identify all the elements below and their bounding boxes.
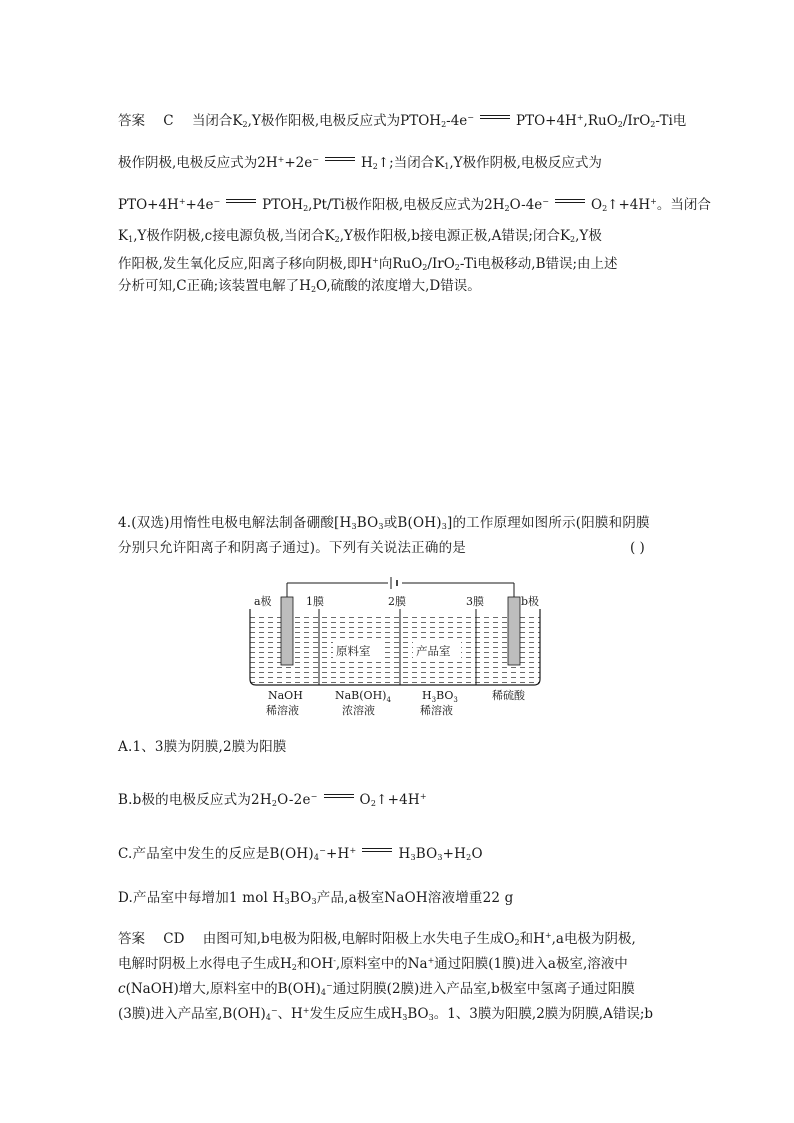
electrode-a [281,597,293,665]
sub: 3 [378,522,384,531]
option-d [118,888,514,912]
text: PTO+4H [118,197,179,213]
answer-choice: C [163,113,174,129]
sub: 3 [441,522,447,531]
text: O [471,846,483,862]
text: /IrO [622,113,651,129]
sub: 3 [428,1013,434,1022]
text: 极作阴极,电极反应式为2H [118,155,278,171]
answer2-line-4 [118,1001,653,1028]
sup: − [319,846,327,855]
sub: 4 [313,853,320,862]
text: BO [436,689,454,702]
sub: 2 [466,853,472,862]
text: 通过阳膜(1膜)进入a极室,溶液中 [434,956,628,972]
sup: − [270,1006,278,1015]
text: +H [326,846,350,862]
label-membrane-3: 3膜 [466,595,484,608]
text: BO [289,890,312,906]
answer-line-3 [118,192,711,219]
option-a [118,737,287,757]
label-membrane-2: 2膜 [388,595,406,608]
text: 产品,a极室NaOH溶液增重22 g [316,890,514,906]
text: ,Y极作阴极,c接电源负极,当闭合K [133,228,335,244]
equals-sign [480,115,510,121]
sub: 2 [504,204,510,213]
equals-sign [226,199,256,205]
solution-4-name: 稀硫酸 [492,689,525,702]
sub: 2 [334,235,340,244]
sub: 1 [128,235,134,244]
text: 由图可知,b电极为阳极,电解时阳极上水失电子生成O [202,931,515,947]
sub: 2 [570,235,576,244]
solution-3-formula [422,689,458,704]
electrolysis-diagram [240,575,550,725]
sub: 2 [242,120,248,129]
text: H [398,846,411,862]
sup: + [372,256,379,265]
text: H [422,689,432,702]
sub: 2 [291,963,297,972]
answer-line-5 [118,251,618,278]
text: 、H [277,1006,303,1022]
answer-line-2 [118,150,602,177]
text: -4e [446,113,468,129]
sub: 2 [514,938,520,947]
sup: + [427,956,435,965]
answer2-line-1 [118,926,636,953]
sub: 1 [444,162,450,171]
text: 。1、3膜为阳膜,2膜为阴膜,A错误;b [433,1006,654,1022]
sup: − [325,981,333,990]
solution-2-name: 浓溶液 [342,704,375,717]
text: BO [415,846,438,862]
question-4-line-2 [118,538,466,558]
text: (NaOH)增大,原料室中的B(OH) [125,981,321,997]
text: D.产品室中每增加1 mol H [118,890,285,906]
answer2-choice: CD [163,931,185,947]
text: BO [356,515,379,531]
sub: 3 [351,522,357,531]
sub: 3 [437,853,443,862]
answer2-line-2 [118,951,628,978]
sup: + [349,846,357,855]
answer-line-4 [118,226,602,250]
text: BO [407,1006,429,1022]
text: 发生反应生成H [309,1006,403,1022]
sub: 2 [303,204,309,213]
text: 通过阴膜(2膜)进入产品室,b极室中氢离子通过阳膜 [332,981,635,997]
text: B.b极的电极反应式为2H [118,792,272,808]
label-raw-room: 原料室 [336,644,371,658]
text: O-4e [509,197,543,213]
answer2-tag: 答案 [118,931,145,947]
sup: + [419,792,427,801]
sub: 2 [370,799,377,808]
text: -Ti电极移动,B错误;由上述 [459,256,618,272]
sup: − [467,113,474,122]
electrode-b [508,597,520,665]
label-membrane-1: 1膜 [306,595,324,608]
text: 作阳极,发生氧化反应,阳离子移向阴极,即H [118,256,373,272]
text: 当闭合K [191,113,243,129]
label-product-room: 产品室 [416,644,451,658]
option-c [118,841,483,868]
sup: + [544,931,552,940]
sub: 2 [454,263,460,272]
text: 电解时阴极上水得电子生成H [118,956,292,972]
text: ,原料室中的Na [335,956,428,972]
text: ↑+4H [376,792,420,808]
text: C.产品室中发生的反应是B(OH) [118,846,314,862]
sup: - [333,956,336,965]
text: O-2e [277,792,311,808]
text: +H [442,846,467,862]
sub: 3 [431,696,437,704]
text: 向RuO [378,256,423,272]
answer2-line-3 [118,976,635,1003]
sup: + [650,197,657,206]
sub: 2 [650,120,656,129]
text: PTOH [262,197,304,213]
sub: 3 [410,853,416,862]
text: -Ti电 [655,113,687,129]
label-a-pole: a极 [254,595,272,608]
sub: 3 [453,696,458,704]
sup: − [310,792,318,801]
text: O,硫酸的浓度增大,D错误。 [316,278,481,294]
text: ,a电极为阴极, [551,931,636,947]
electrolyte-liquid [250,613,540,683]
text: O [591,197,603,213]
text: ,Y极作阳极,b接电源正极,A错误;闭合K [339,228,571,244]
solution-2-formula [335,689,391,704]
text: ,Pt/Ti极作阳极,电极反应式为2H [308,197,505,213]
text: O [359,792,371,808]
text: ,Y极作阴极,电极反应式为 [449,155,602,171]
text: 和H [519,931,545,947]
sub: 2 [602,204,608,213]
equals-sign [325,157,355,163]
sup: − [213,197,221,206]
sub: 2 [310,285,317,294]
sub: 2 [271,799,278,808]
text: /IrO [427,256,455,272]
solution-3-name: 稀溶液 [420,704,453,717]
equals-sign [362,848,392,854]
text: 或B(OH) [383,515,442,531]
solution-1-name: 稀溶液 [266,704,299,717]
answer-line-1 [118,108,686,135]
sub: 4 [386,696,391,704]
answer-paren [630,538,645,558]
sub: 2 [617,120,623,129]
equals-sign [324,794,354,800]
sup: − [542,197,549,206]
solution-1-formula: NaOH [268,689,303,702]
answer-line-6 [118,276,481,300]
sub: 2 [441,120,447,129]
answer-tag: 答案 [118,113,145,129]
question-4-line-1 [118,513,650,537]
label-b-pole: b极 [521,595,540,608]
text: 分析可知,C正确;该装置电解了H [118,278,311,294]
text: 和OH [296,956,334,972]
text: K [118,228,129,244]
text: ,Y极作阳极,电极反应式为PTOH [247,113,442,129]
text: ( ) [630,540,645,556]
text: (3膜)进入产品室,B(OH) [118,1006,266,1022]
sup: + [302,1006,310,1015]
sub: 4 [320,988,326,997]
sub: 2 [372,162,378,171]
sup: + [178,197,186,206]
text: ,RuO [583,113,618,129]
sup: + [576,113,584,122]
text: +2e [284,155,313,171]
text: c [118,981,126,997]
text: H [360,155,373,171]
sup: − [312,155,319,164]
text: ↑;当闭合K [377,155,445,171]
sub: 3 [311,897,317,906]
text: 分别只允许阳离子和阴离子通过)。下列有关说法正确的是 [118,540,466,556]
text: +4e [185,197,214,213]
sub: 4 [265,1013,271,1022]
text: PTO+4H [516,113,577,129]
sub: 3 [402,1013,408,1022]
text: A.1、3膜为阴膜,2膜为阳膜 [118,739,287,755]
sub: 2 [422,263,428,272]
sub: 3 [284,897,290,906]
text: 4.(双选)用惰性电极电解法制备硼酸[H [118,515,352,531]
option-b [118,787,427,814]
equals-sign [555,199,585,205]
sup: + [277,155,285,164]
text: 。当闭合 [656,197,711,213]
text: NaB(OH) [335,689,387,702]
text: ,Y极 [575,228,602,244]
text: ]的工作原理如图所示(阳膜和阴膜 [447,515,650,531]
text: ↑+4H [607,197,651,213]
